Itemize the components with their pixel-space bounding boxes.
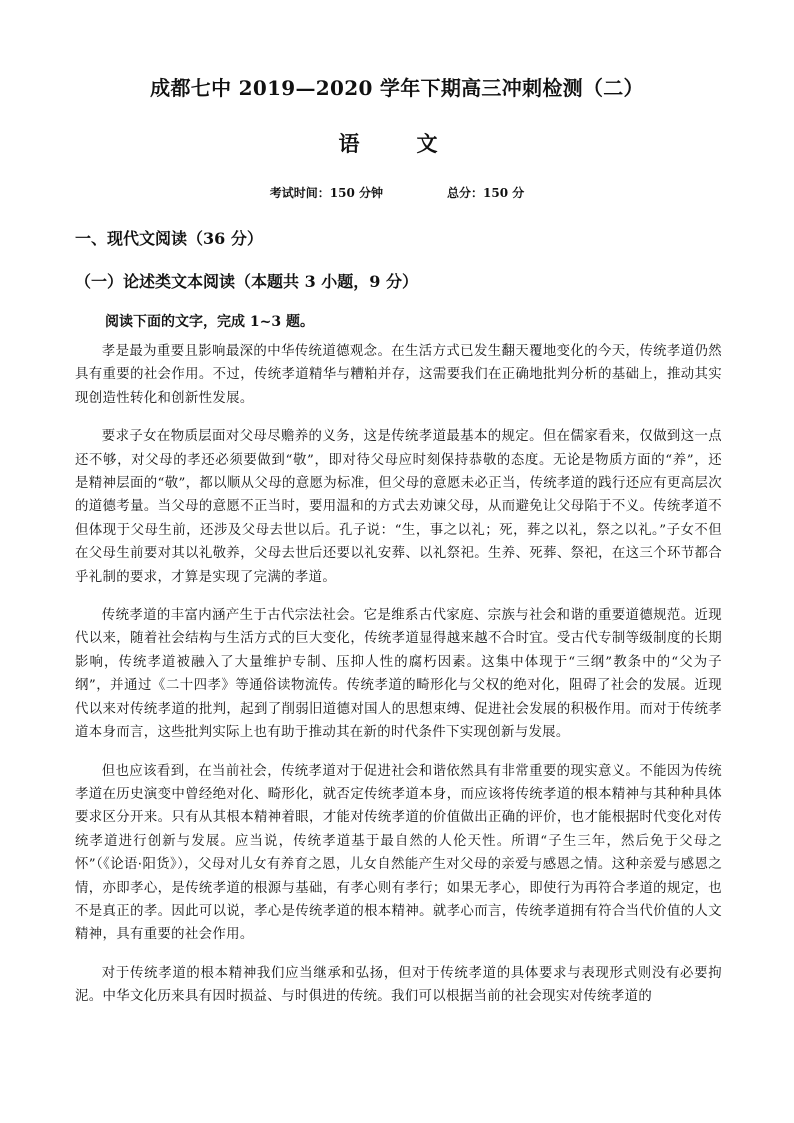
passage-paragraph: 孝是最为重要且影响最深的中华传统道德观念。在生活方式已发生翻天覆地变化的今天，传统孝道仍然具有重要的社会作用。不过，传统孝道精华与糟粕并存，这需要我们在正确地批判分析的基础上，推动其实现创造性转化和创新性发展。 [75,344,722,406]
passage-paragraph: 但也应该看到，在当前社会，传统孝道对于促进社会和谐依然具有非常重要的现实意义。不能因为传统孝道在历史演变中曾经绝对化、畸形化，就否定传统孝道本身，而应该将传统孝道的根本精神与其种种具体要求区分开来。只有从其根本精神着眼，才能对传统孝道的价值做出正确的评价，也才能根据时代变化对传统孝道进行创新与发展。应当说，传统孝道基于最自然的人伦天性。所谓“子生三年，然后免于父母之怀”（《论语·阳货》），父母对儿女有养育之恩，儿女自然能产生对父母的亲爱与感恩之情。这种亲爱与感恩之情，亦即孝心，是传统孝道的根源与基础，有孝心则有孝行；如果无孝心，即使行为再符合孝道的规定，也不是真正的孝。因此可以说，孝心是传统孝道的根本精神。就孝心而言，传统孝道拥有符合当代价值的人文精神，具有重要的社会作用。 [75,763,722,943]
reading-passage [75,340,722,1024]
passage-paragraph: 传统孝道的丰富内涵产生于古代宗法社会。它是维系古代家庭、宗族与社会和谐的重要道德规范。近现代以来，随着社会结构与生活方式的巨大变化，传统孝道显得越来越不合时宜。受古代专制等级制度的长期影响，传统孝道被融入了大量维护专制、压抑人性的腐朽因素。这集中体现于“三纲”教条中的“父为子纲”，并通过《二十四孝》等通俗读物流传。传统孝道的畸形化与父权的绝对化，阻碍了社会的发展。近现代以来对传统孝道的批判，起到了削弱旧道德对国人的思想束缚、促进社会发展的积极作用。而对于传统孝道本身而言，这些批判实际上也有助于推动其在新的时代条件下实现创新与发展。 [75,608,722,741]
passage-paragraph: 对于传统孝道的根本精神我们应当继承和弘扬，但对于传统孝道的具体要求与表现形式则没有必要拘泥。中华文化历来具有因时损益、与时俱进的传统。我们可以根据当前的社会现实对传统孝道的 [75,965,722,1005]
exam-title: 成都七中 2019—2020 学年下期高三冲刺检测（二） [150,76,644,100]
total-score: 总分：150 分 [447,186,525,200]
section-heading: 一、现代文阅读（36 分） [75,229,263,248]
subject-heading: 语 文 [338,131,456,156]
exam-time: 考试时间：150 分钟 [269,186,383,200]
subsection-heading: （一）论述类文本阅读（本题共 3 小题，9 分） [75,272,418,291]
exam-info [0,184,794,201]
reading-instruction: 阅读下面的文字，完成 1~3 题。 [105,314,314,330]
passage-paragraph: 要求子女在物质层面对父母尽赡养的义务，这是传统孝道最基本的规定。但在儒家看来，仅做到这一点还不够，对父母的孝还必须要做到“敬”，即对待父母应时刻保持恭敬的态度。无论是物质方面的“养”，还是精神层面的“敬”，都以顺从父母的意愿为标准，但父母的意愿未必正当，传统孝道的践行还应有更高层次的道德考量。当父母的意愿不正当时，要用温和的方式去劝谏父母，从而避免让父母陷于不义。传统孝道不但体现于父母生前，还涉及父母去世以后。孔子说：“生，事之以礼；死，葬之以礼，祭之以礼。”子女不但在父母生前要对其以礼敬养，父母去世后还要以礼安葬、以礼祭祀。生养、死葬、祭祀，在这三个环节都合乎礼制的要求，才算是实现了完满的孝道。 [75,429,722,585]
